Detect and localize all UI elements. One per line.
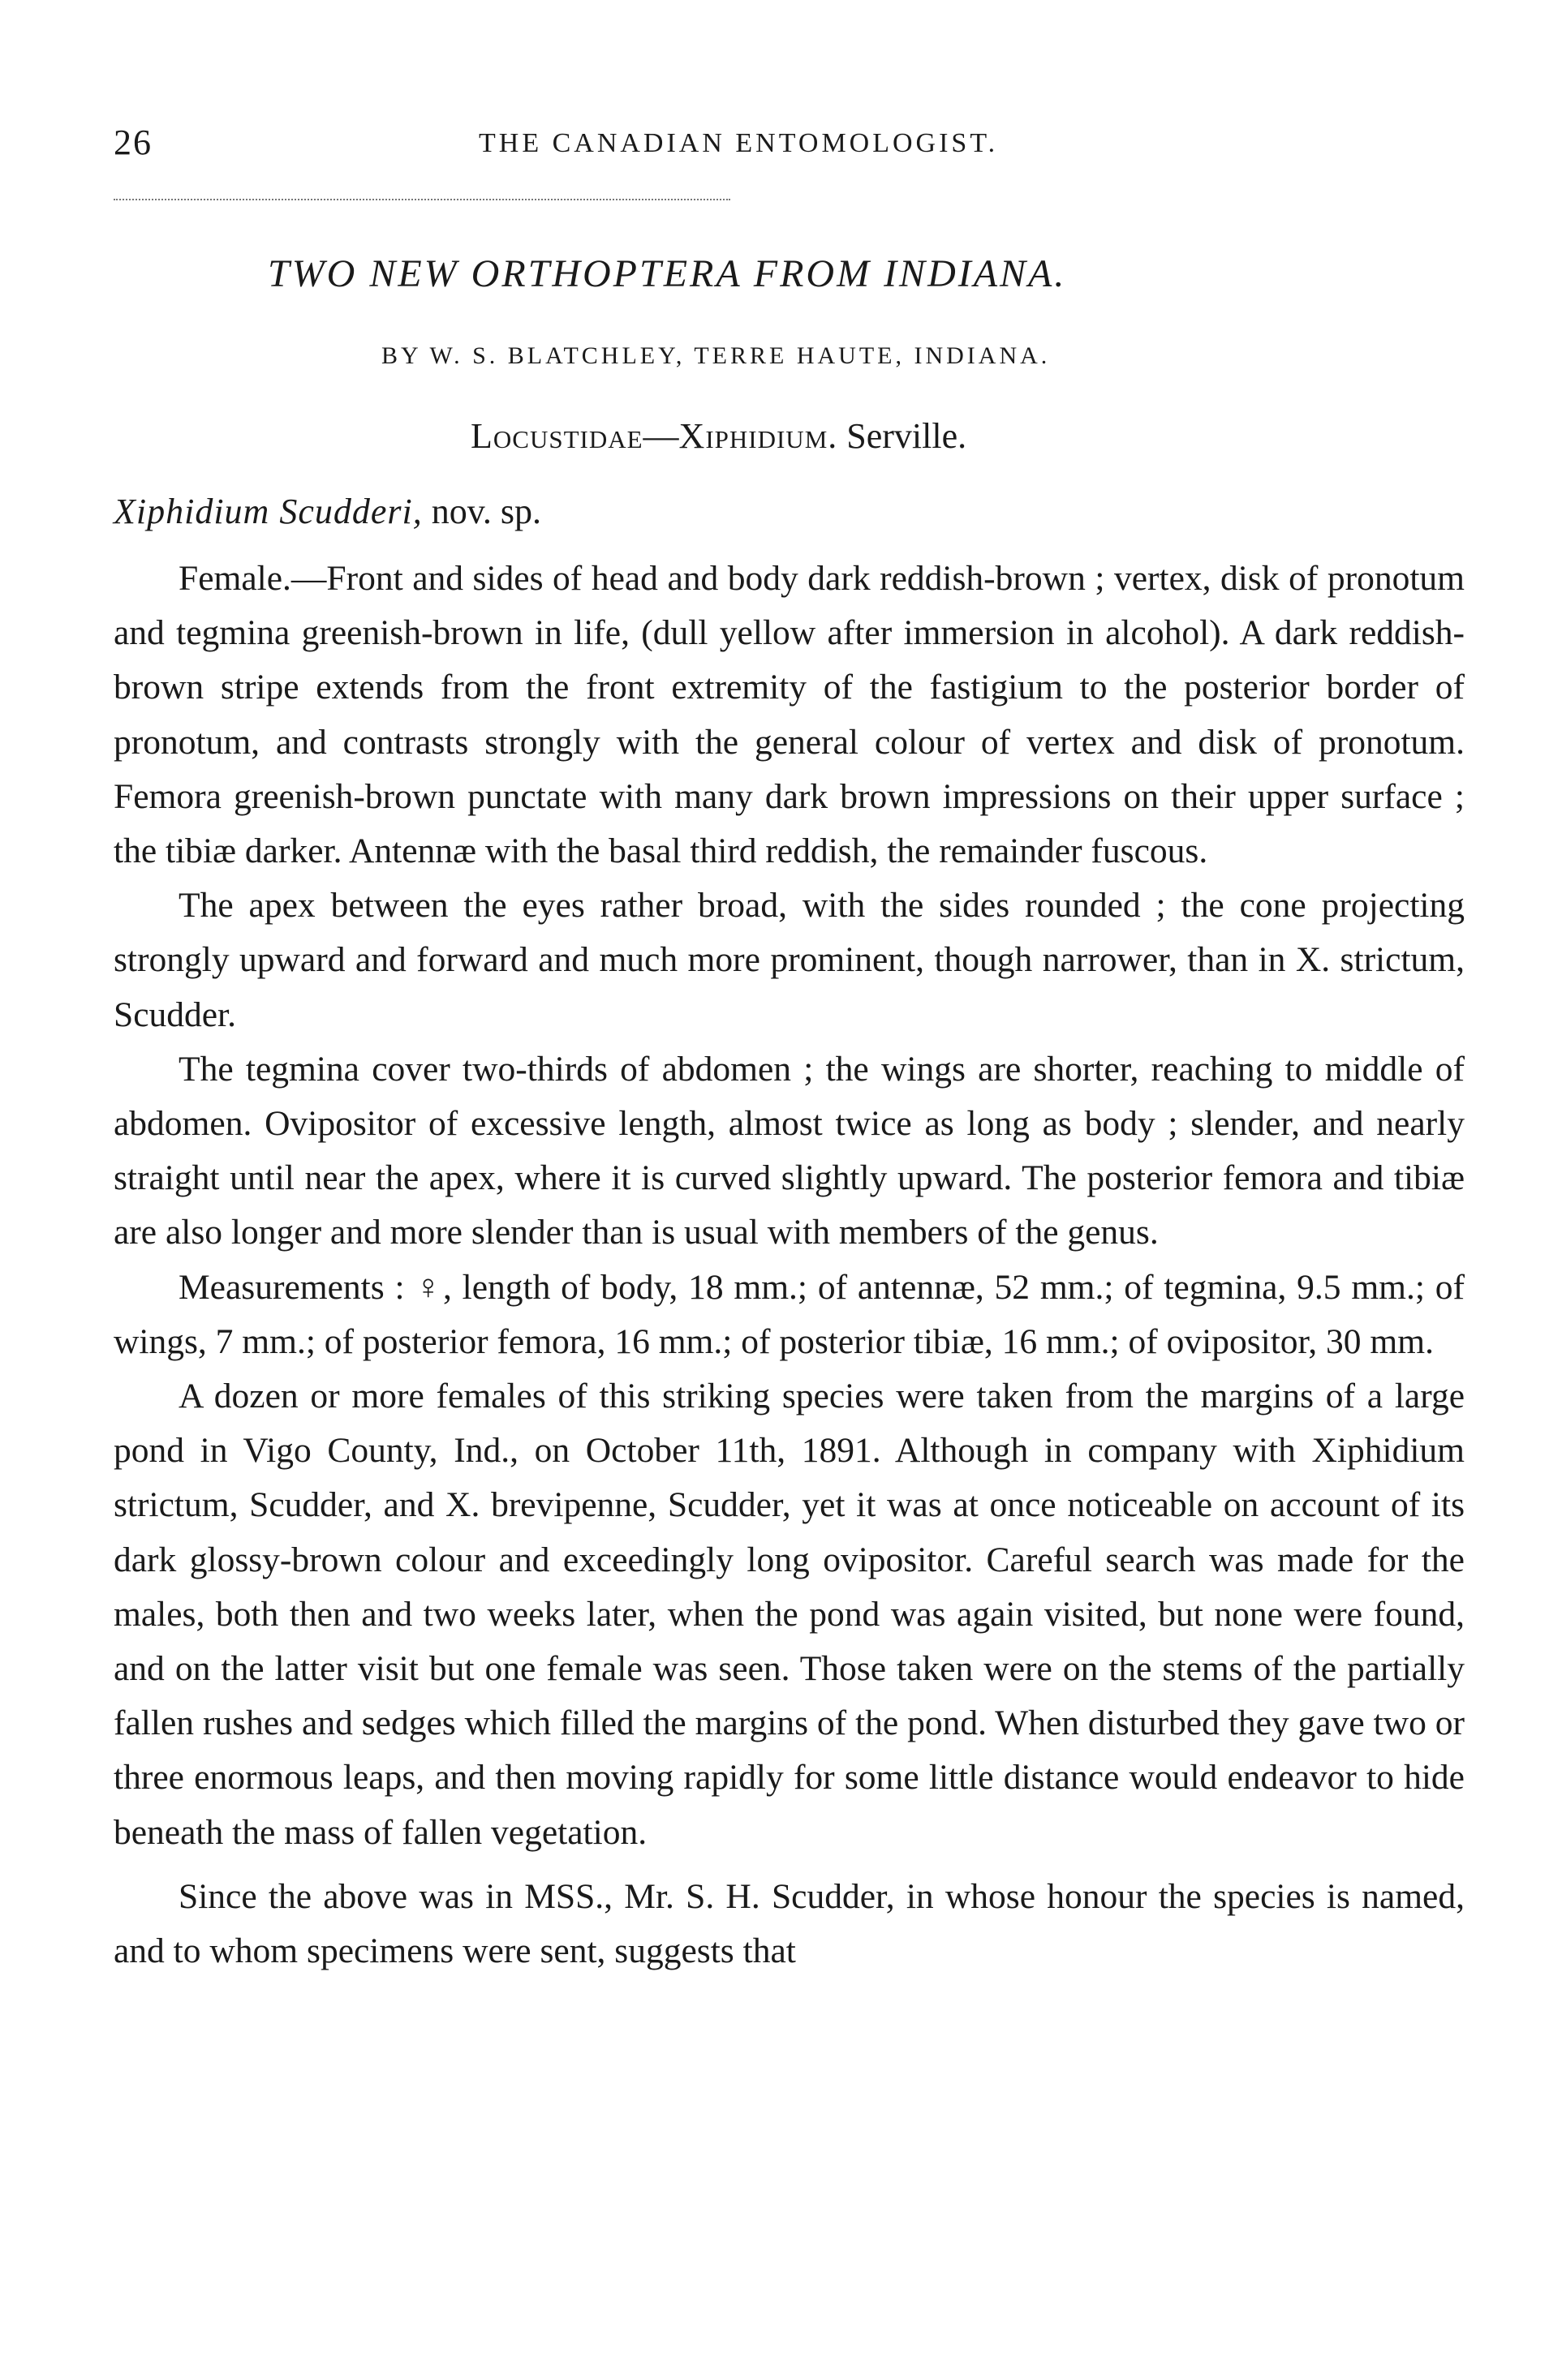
paragraph-apex: The apex between the eyes rather broad, with the sides rounded ; the cone projecting strongly upward and forward and much more prominent, though narrower, than in X. strictum, Scudder.	[114, 886, 1465, 1034]
paragraph-collection: A dozen or more females of this striking species were taken from the margins of a large pond in Vigo County, Ind., on October 11th, 1891. Although in company with Xiphidium strictum, Scudder, and X. brevipenne, Scudder, yet it was at once noticeable on account of its dark glossy-brown colour and exceedingly long ovipositor. Careful search was made for the males, both then and two weeks later, when the pond was again visited, but none were found, and on the latter visit but one female was seen. Those taken were on the stems of the partially fallen rushes and sedges which filled the margins of the pond. When disturbed they gave two or three enormous leaps, and then moving rapidly for some little distance would endeavor to hide beneath the mass of fallen vegetation.	[114, 1377, 1465, 1852]
paragraph-tegmina: The tegmina cover two-thirds of abdomen ; the wings are shorter, reaching to middle of abdomen. Ovipositor of excessive length, almost twice as long as body ; slender, and nearly straight until near the apex, where it is curved slightly upward. The posterior femora and tibiæ are also longer and more slender than is usual with members of the genus.	[114, 1049, 1465, 1252]
species-note: nov. sp.	[431, 492, 541, 531]
article-body	[114, 552, 1465, 1978]
paragraph-note: Since the above was in MSS., Mr. S. H. Scudder, in whose honour the species is named, and to whom specimens were sent, suggests that	[114, 1876, 1465, 1971]
species-heading	[114, 491, 541, 532]
taxon-heading: Locustidae—Xiphidium. Serville.	[471, 416, 967, 456]
paragraph-description: Female.—Front and sides of head and body dark reddish-brown ; vertex, disk of pronotum and tegmina greenish-brown in life, (dull yellow after immersion in alcohol). A dark reddish-brown stripe extends from the front extremity of the fastigium to the posterior border of pronotum, and contrasts strongly with the general colour of vertex and disk of pronotum. Femora greenish-brown punctate with many dark brown impressions on their upper surface ; the tibiæ darker. Antennæ with the basal third reddish, the remainder fuscous.	[114, 559, 1465, 871]
header-rule	[114, 199, 730, 200]
taxon-genus: Xiphidium.	[678, 416, 838, 456]
journal-page	[114, 0, 1465, 2380]
paragraph-measurements: Measurements : ♀, length of body, 18 mm.; of antennæ, 52 mm.; of tegmina, 9.5 mm.; of wings, 7 mm.; of posterior femora, 16 mm.; of posterior tibiæ, 16 mm.; of ovipositor, 30 mm.	[114, 1267, 1465, 1361]
page-number: 26	[114, 122, 153, 162]
article-title: TWO NEW ORTHOPTERA FROM INDIANA.	[268, 252, 1067, 295]
taxon-family: Locustidae	[471, 416, 643, 456]
running-head: THE CANADIAN ENTOMOLOGIST.	[479, 128, 999, 158]
species-name: Xiphidium Scudderi,	[114, 492, 423, 531]
taxon-author: Serville.	[846, 416, 967, 456]
article-byline: BY W. S. BLATCHLEY, TERRE HAUTE, INDIANA.	[381, 342, 1051, 369]
page-header	[114, 122, 1465, 170]
